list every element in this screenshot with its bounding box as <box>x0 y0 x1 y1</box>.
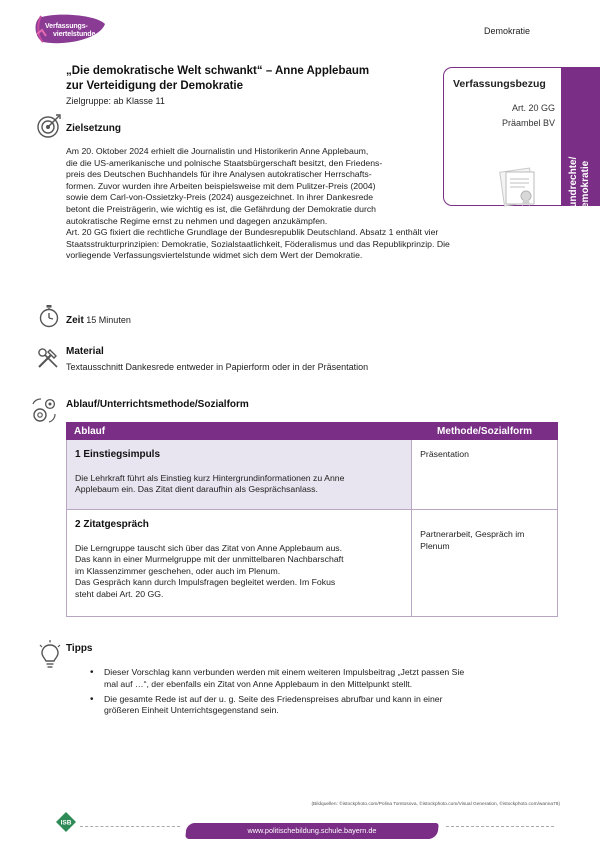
title-line2: zur Verteidigung der Demokratie <box>66 80 244 92</box>
step-text-line: Die Lehrkraft führt als Einstieg kurz Hintergrundinformationen zu Anne <box>75 472 345 483</box>
stopwatch-icon <box>38 304 60 328</box>
step-title: 1 Einstiegsimpuls <box>75 449 161 460</box>
tip-line: • Die gesamte Rede ist auf der u. g. Seite des Friedenspreises abrufbar und kann in einer <box>104 693 443 704</box>
zielsetzung-line: Staatsstrukturprinzipien: Demokratie, Sozialstaatlichkeit, Föderalismus und das Republikprinzip. Die <box>66 238 450 249</box>
step-text-line: Das Gespräch kann durch Impulsfragen begleitet werden. Im Fokus <box>75 577 336 587</box>
lightbulb-icon <box>38 640 62 670</box>
list-item <box>104 694 544 718</box>
material-heading: Material <box>66 346 104 357</box>
isb-logo-text: ISB <box>60 819 72 827</box>
logo-text-line2: viertelstunde <box>53 31 96 38</box>
method-cell <box>412 440 558 510</box>
zielsetzung-line: formen. Zuvor wurden ihre Arbeiten beispielsweise mit dem Pulitzer-Preis (2004) <box>66 180 376 191</box>
zeit-label: Zeit <box>66 315 84 326</box>
target-icon <box>36 113 62 139</box>
step-text-line: steht dabei Art. 20 GG. <box>75 588 164 599</box>
ribbon-line1: Grundrechte/ <box>568 156 579 220</box>
zeit-value: 15 Minuten <box>86 315 131 325</box>
topic-ribbon <box>561 67 600 220</box>
tools-icon <box>36 346 60 370</box>
step-cell <box>67 510 412 617</box>
audience: Zielgruppe: ab Klasse 11 <box>66 96 165 106</box>
zielsetzung-heading: Zielsetzung <box>66 123 122 134</box>
table-header-methode: Methode/Sozialform <box>412 423 558 440</box>
table-header-row <box>67 423 558 440</box>
verfassungsbezug-ref2: Präambel BV <box>501 118 555 128</box>
footer-divider-left <box>80 826 180 827</box>
tip-line: größeren Einheit Unterrichtsgegenstand sein. <box>104 705 279 716</box>
logo <box>33 14 113 48</box>
zielsetzung-line: autokratische Regime ernst zu nehmen und dagegen anzukämpfen. <box>66 215 328 226</box>
logo-text-line1: Verfassungs- <box>45 23 88 30</box>
gears-icon <box>30 396 58 426</box>
method-text: Partnerarbeit, Gespräch im <box>420 529 525 539</box>
step-title: 2 Zitatgespräch <box>75 519 149 530</box>
table-row <box>67 510 558 617</box>
isb-logo <box>55 811 77 833</box>
tip-line: mal auf …“, der ebenfalls ein Zitat von Anne Applebaum in den Mittelpunkt stellt. <box>104 678 413 689</box>
tipps-list <box>104 667 544 720</box>
footer-url-link[interactable]: www.politischebildung.schule.bayern.de <box>247 826 377 835</box>
ablauf-heading: Ablauf/Unterrichtsmethode/Sozialform <box>66 399 249 410</box>
footer-divider-right <box>446 826 554 827</box>
zielsetzung-line: vorliegende Verfassungsviertelstunde widmet sich dem Wert der Demokratie. <box>66 250 363 261</box>
zielsetzung-text <box>66 146 518 262</box>
header-topic: Demokratie <box>484 26 531 36</box>
method-cell <box>412 510 558 617</box>
ablauf-table <box>66 422 558 617</box>
material-text: Textausschnitt Dankesrede entweder in Papierform oder in der Präsentation <box>66 362 369 372</box>
zielsetzung-line: die die US-amerikanische und polnische Staatsbürgerschaft besitzt, den Friedens- <box>66 157 383 168</box>
zeit-row <box>66 315 131 326</box>
list-item <box>104 667 544 691</box>
tipps-heading: Tipps <box>66 643 93 654</box>
page-title <box>66 64 426 94</box>
title-line1: „Die demokratische Welt schwankt“ – Anne Applebaum <box>66 65 370 77</box>
step-text-line: Applebaum ein. Das Zitat dient daraufhin als Gesprächsanlass. <box>75 484 318 494</box>
table-row <box>67 440 558 510</box>
zielsetzung-line: preis des Deutschen Buchhandels für ihre Analysen autokratischer Herrschafts- <box>66 169 372 180</box>
verfassungsbezug-ref1: Art. 20 GG <box>511 103 555 113</box>
step-text-line: im Klassenzimmer geschehen, oder auch im Plenum. <box>75 565 281 576</box>
table-header-ablauf: Ablauf <box>67 423 412 440</box>
method-text: Präsentation <box>420 449 469 459</box>
zielsetzung-line: Art. 20 GG fixiert die rechtliche Grundlage der Bundesrepublik Deutschland. Absatz 1 enthält vier <box>66 227 439 238</box>
step-text-line: Die Lerngruppe tauscht sich über das Zitat von Anne Applebaum aus. <box>75 542 343 553</box>
verfassungsbezug-title: Verfassungsbezug <box>453 78 546 90</box>
step-cell <box>67 440 412 510</box>
ribbon-line2: Demokratie <box>580 160 591 216</box>
image-credits: (Bildquellen: ©istockphoto.com/Polina Tomtosova, ©istockphoto.com/Visual Generation, ©istockphoto.com/wanna78) <box>311 802 560 807</box>
zielsetzung-line: Am 20. Oktober 2024 erhielt die Journalistin und Historikerin Anne Applebaum, <box>66 146 369 156</box>
zielsetzung-line: sowie dem Carl-von-Ossietzky-Preis (2024) ausgezeichnet. In ihrer Dankesrede <box>66 192 374 203</box>
tip-line: • Dieser Vorschlag kann verbunden werden mit einem weiteren Impulsbeitrag „Jetzt passen Sie <box>104 667 465 677</box>
method-text: Plenum <box>420 540 450 551</box>
zielsetzung-line: betont die Preisträgerin, wie wichtig es ist, die Gefährdung der Demokratie durch <box>66 203 377 214</box>
ribbon-label <box>568 128 592 248</box>
step-text-line: Das kann in einer Murmelgruppe mit der unmittelbaren Nachbarschaft <box>75 554 344 564</box>
